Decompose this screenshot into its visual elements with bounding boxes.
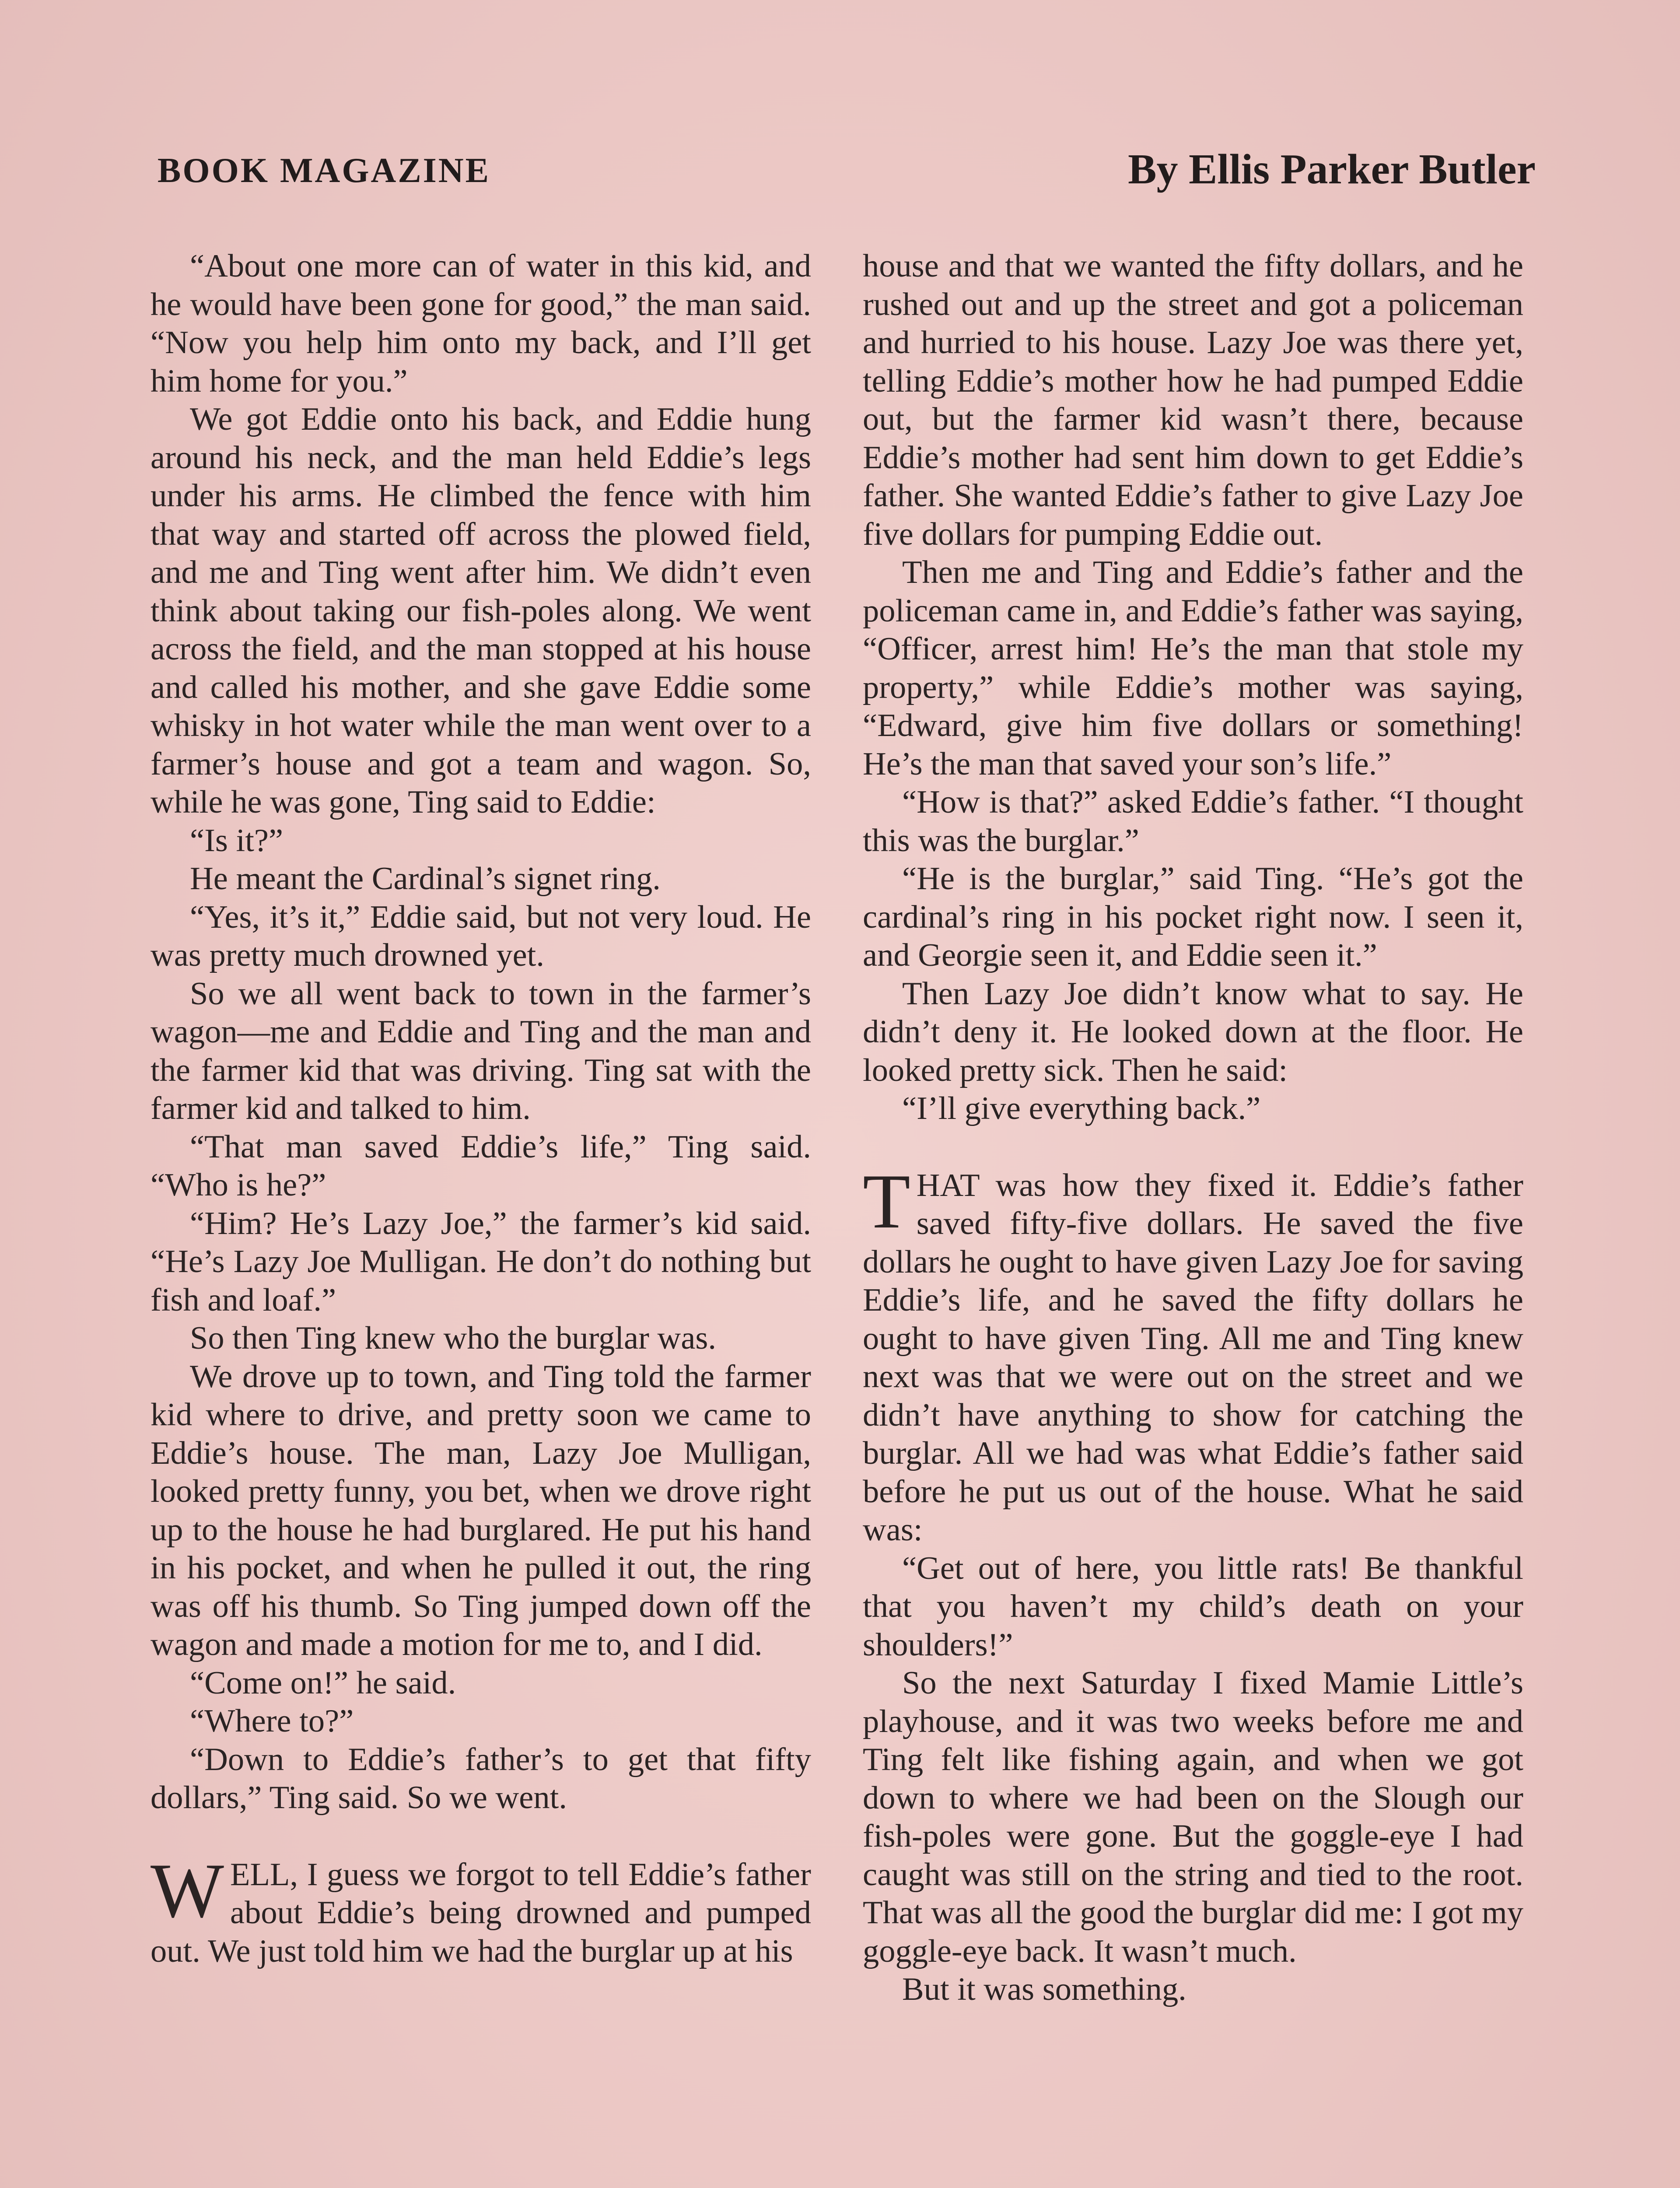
paragraph: “He is the burglar,” said Ting. “He’s got the cardinal’s ring in his pocket right now. I seen it, and Georgie seen it, and Eddie seen it.”	[863, 861, 1523, 973]
paragraph: “That man saved Eddie’s life,” Ting said. “Who is he?”	[150, 1129, 811, 1203]
paragraph: Then me and Ting and Eddie’s father and the policeman came in, and Eddie’s father was saying, “Officer, arrest him! He’s the man that stole my property,” while Eddie’s mother was saying, “Edward, give him five dollars or something! He’s the man that saved your son’s life.”	[863, 554, 1523, 782]
running-header	[158, 146, 1536, 203]
paragraph: “Down to Eddie’s father’s to get that fifty dollars,” Ting said. So we went.	[150, 1741, 811, 1816]
left-column	[150, 247, 811, 1971]
paragraph: “Him? He’s Lazy Joe,” the farmer’s kid said. “He’s Lazy Joe Mulligan. He don’t do nothing but fish and loaf.”	[150, 1205, 811, 1318]
paragraph: So we all went back to town in the farmer’s wagon—me and Eddie and Ting and the man and the farmer kid that was driving. Ting sat with the farmer kid and talked to him.	[150, 975, 811, 1126]
paragraph: house and that we wanted the fifty dollars, and he rushed out and up the street and got a policeman and hurried to his house. Lazy Joe was there yet, telling Eddie’s mother how he had pumped Eddie out, but the farmer kid wasn’t there, because Eddie’s mother had sent him down to get Eddie’s father. She wanted Eddie’s father to give Lazy Joe five dollars for pumping Eddie out.	[863, 248, 1523, 552]
magazine-title: BOOK MAGAZINE	[158, 151, 490, 190]
paragraph-text: HAT was how they fixed it. Eddie’s father saved fifty-five dollars. He saved the five dollars he ought to have given Lazy Joe for saving Eddie’s life, and he saved the fifty dollars he ought to have given Ting. All me and Ting knew next was that we were out on the street and we didn’t have anything to show for catching the burglar. All we had was what Eddie’s father said before he put us out of the house. What he said was:	[863, 1167, 1523, 1548]
paragraph: “Where to?”	[190, 1703, 354, 1739]
paragraph: “Yes, it’s it,” Eddie said, but not very loud. He was pretty much drowned yet.	[150, 899, 811, 973]
paragraph: So the next Saturday I fixed Mamie Little’s playhouse, and it was two weeks before me and Ting felt like fishing again, and when we got down to where we had been on the Slough our fish-poles were gone. But the goggle-eye I had caught was still on the string and tied to the root. That was all the good the burglar did me: I got my goggle-eye back. It wasn’t much.	[863, 1665, 1523, 1969]
author-byline: By Ellis Parker Butler	[1128, 146, 1536, 193]
paragraph-text: ELL, I guess we forgot to tell Eddie’s father about Eddie’s being drowned and pumped out. We just told him we had the burglar up at his	[150, 1856, 811, 1969]
paragraph: He meant the Cardinal’s signet ring.	[190, 861, 661, 897]
right-column	[863, 247, 1523, 2009]
drop-cap: W	[150, 1847, 224, 1934]
paragraph: We got Eddie onto his back, and Eddie hung around his neck, and the man held Eddie’s legs under his arms. He climbed the fence with him that way and started off across the plowed field, and me and Ting went after him. We didn’t even think about taking our fish-poles along. We went across the field, and the man stopped at his house and called his mother, and she gave Eddie some whisky in hot water while the man went over to a farmer’s house and got a team and wagon. So, while he was gone, Ting said to Eddie:	[150, 401, 811, 820]
drop-cap: T	[863, 1157, 910, 1245]
paragraph: “Get out of here, you little rats! Be thankful that you haven’t my child’s death on your shoulders!”	[863, 1550, 1523, 1663]
paragraph: “How is that?” asked Eddie’s father. “I thought this was the burglar.”	[863, 784, 1523, 859]
paragraph: “I’ll give everything back.”	[902, 1090, 1261, 1126]
paragraph: “Is it?”	[190, 822, 284, 859]
paragraph: So then Ting knew who the burglar was.	[190, 1320, 717, 1356]
paragraph: But it was something.	[902, 1971, 1186, 2007]
paragraph: We drove up to town, and Ting told the farmer kid where to drive, and pretty soon we came to Eddie’s house. The man, Lazy Joe Mulligan, looked pretty funny, you bet, when we drove right up to the house he had burglared. He put his hand in his pocket, and when he pulled it out, the ring was off his thumb. So Ting jumped down off the wagon and made a motion for me to, and I did.	[150, 1358, 811, 1662]
paragraph: “Come on!” he said.	[190, 1665, 456, 1701]
paragraph: “About one more can of water in this kid, and he would have been gone for good,” the man said. “Now you help him onto my back, and I’ll get him home for you.”	[150, 248, 811, 399]
section-paragraph	[863, 1157, 1523, 1550]
section-paragraph	[150, 1847, 811, 1971]
paragraph: Then Lazy Joe didn’t know what to say. He didn’t deny it. He looked down at the floor. He looked pretty sick. Then he said:	[863, 975, 1523, 1088]
